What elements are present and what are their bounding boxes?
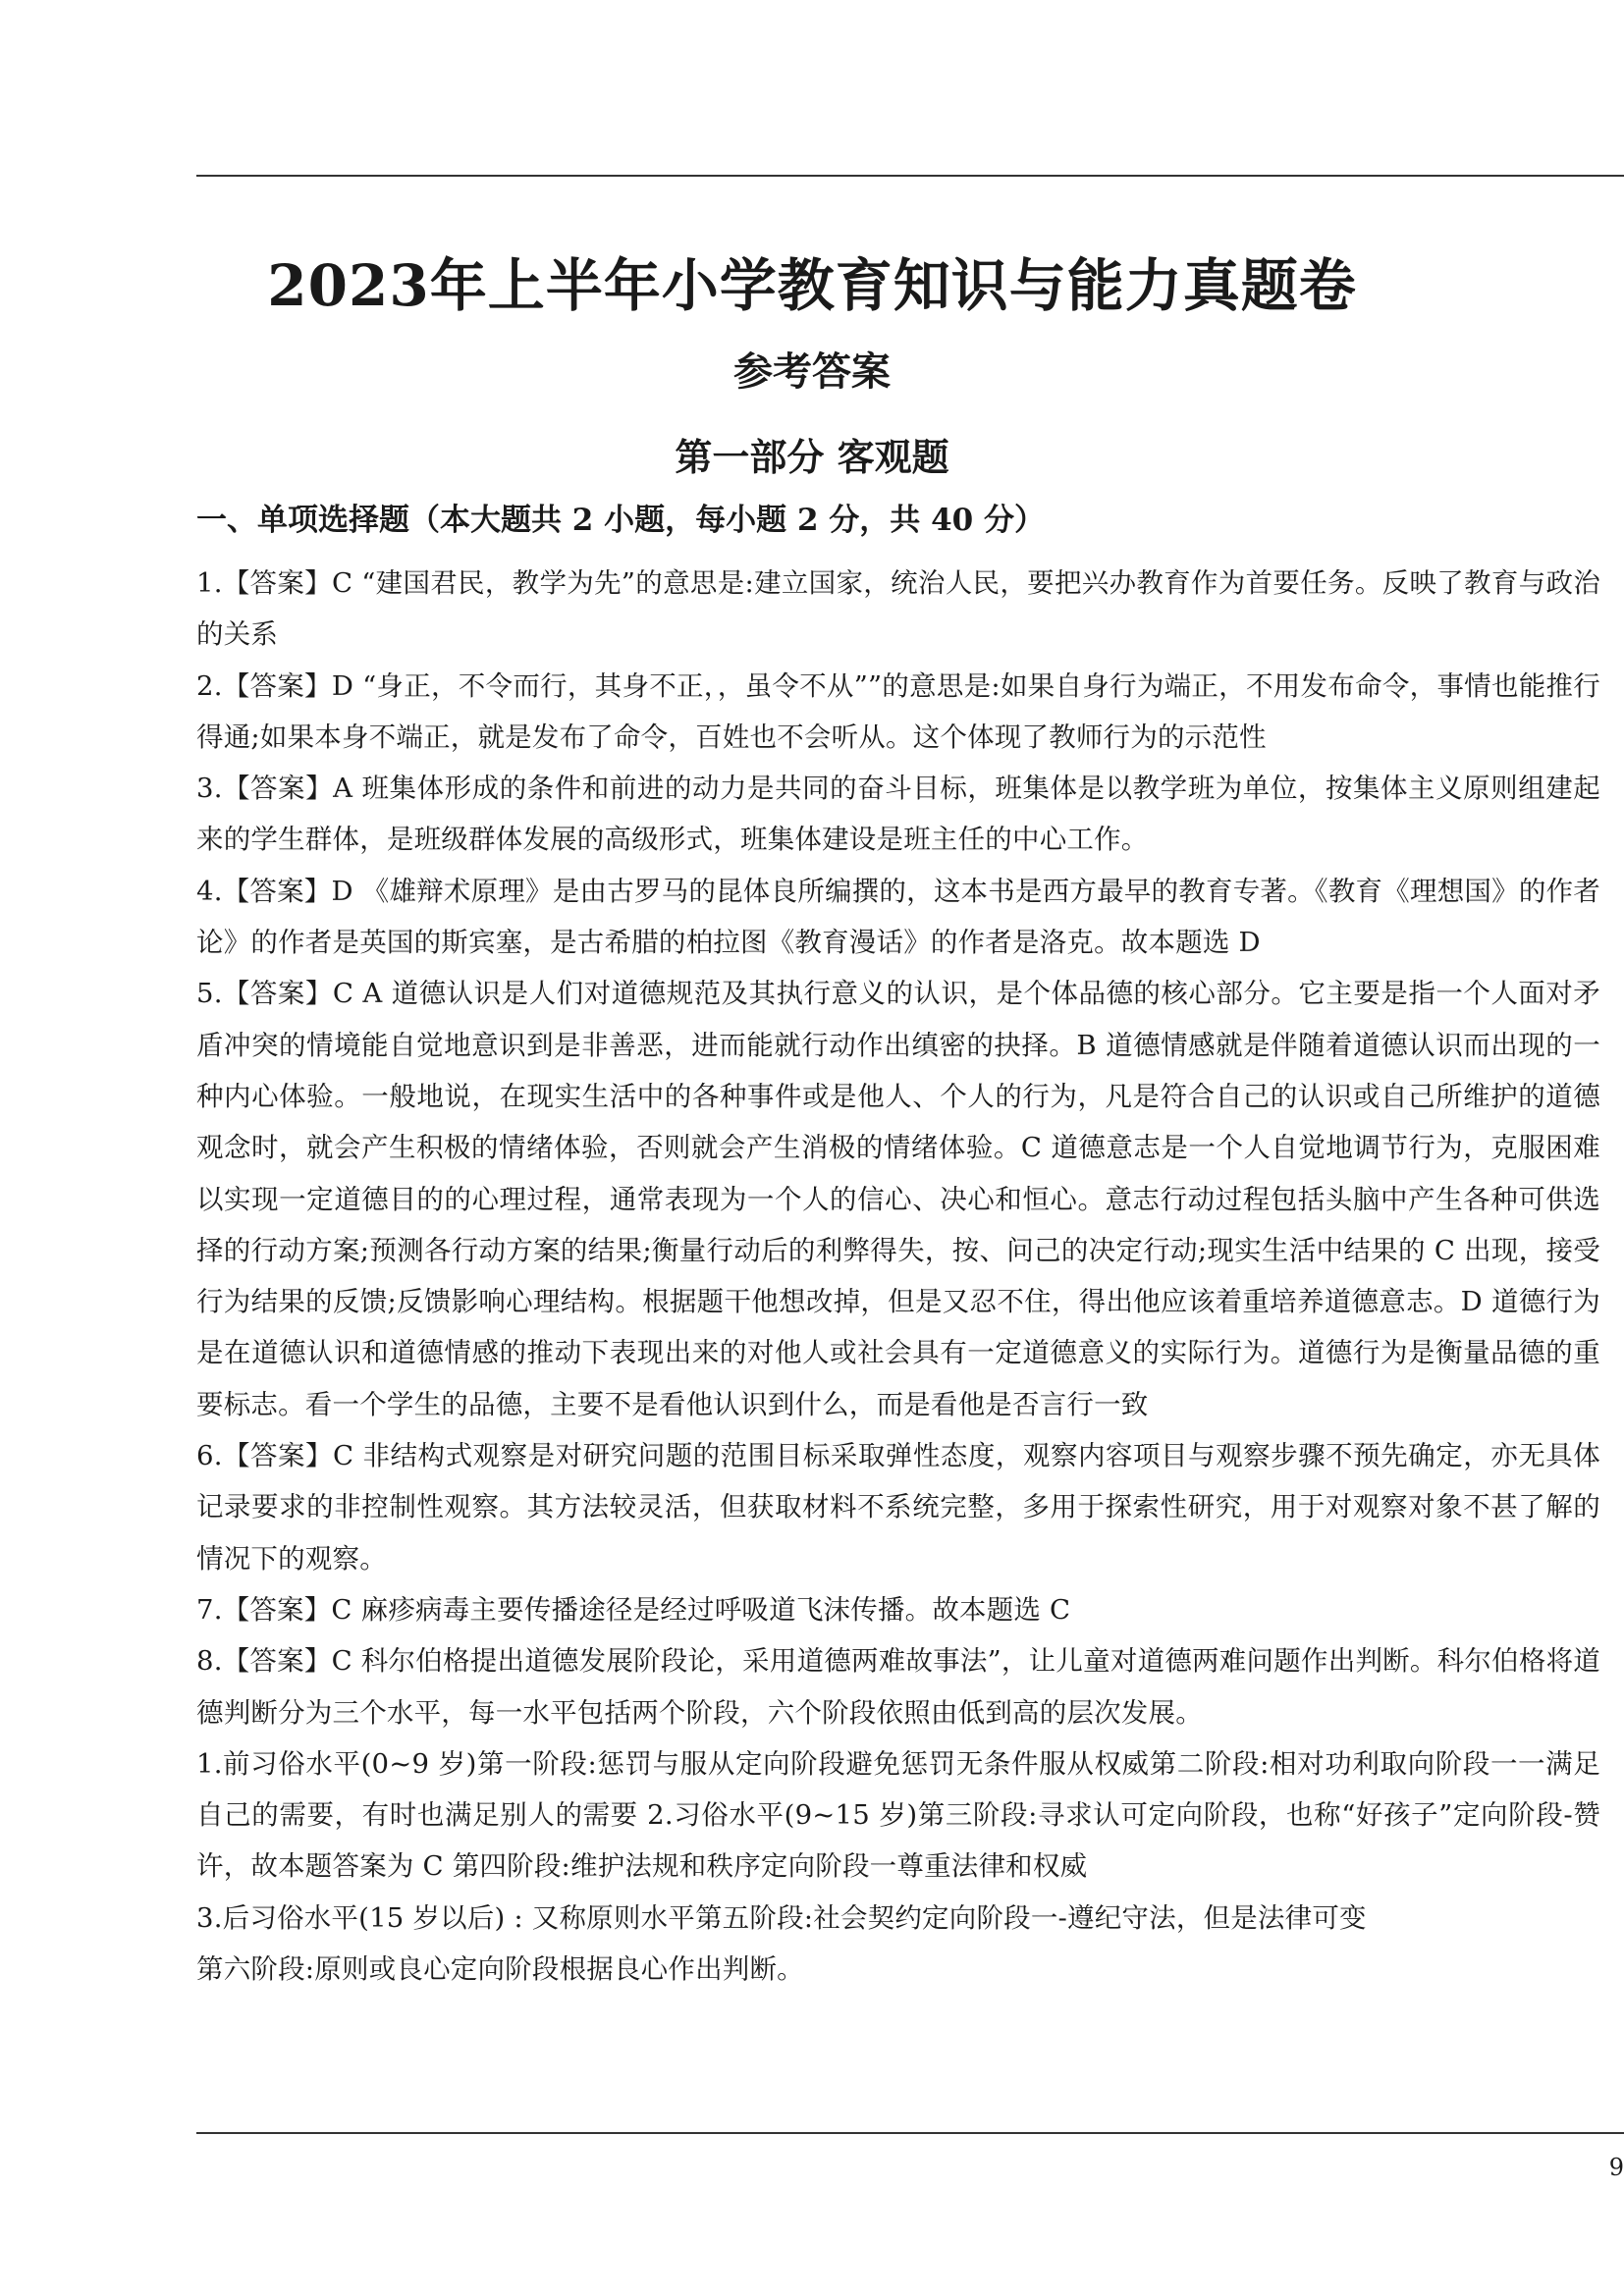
footer-rule [196, 2132, 1624, 2134]
header-rule [196, 175, 1624, 177]
answer-item-6: 6.【答案】C 非结构式观察是对研究问题的范围目标采取弹性态度，观察内容项目与观察步骤不预先确定，亦无具体记录要求的非控制性观察。其方法较灵活，但获取材料不系统完整，多用于探索性研究，用于对观察对象不甚了解的情况下的观察。 [196, 1440, 1600, 1575]
answer-item-1: 1.【答案】C “建国君民，教学为先”的意思是:建立国家，统治人民，要把兴办教育作为首要任务。反映了教育与政治的关系 [196, 567, 1600, 651]
stage-level-1-2: 1.前习俗水平(0~9 岁)第一阶段:惩罚与服从定向阶段避免惩罚无条件服从权威第二阶段:相对功利取向阶段一一满足自己的需要，有时也满足别人的需要 2.习俗水平(9~15 岁)第三阶段:寻求认可定向阶段，也称“好孩子”定向阶段-赞许，故本题答案为 C 第四阶段:维护法规和秩序定向阶段一尊重法律和权威 [196, 1747, 1600, 1883]
answer-item-7: 7.【答案】C 麻疹病毒主要传播途径是经过呼吸道飞沫传播。故本题选 C [196, 1593, 1071, 1626]
answer-item-2: 2.【答案】D “身正，不令而行，其身不正，，虽令不从””的意思是:如果自身行为端正，不用发布命令，事情也能推行得通;如果本身不端正，就是发布了命令，百姓也不会听从。这个体现了教师行为的示范性 [196, 669, 1600, 753]
stage-level-3: 3.后习俗水平(15 岁以后) : 又称原则水平第五阶段:社会契约定向阶段一-遵纪守法，但是法律可变 [196, 1901, 1367, 1934]
document-subtitle: 参考答案 [733, 348, 891, 395]
section-heading: 一、单项选择题（本大题共 2 小题，每小题 2 分，共 40 分） [196, 503, 1046, 538]
answer-item-3: 3.【答案】A 班集体形成的条件和前进的动力是共同的奋斗目标，班集体是以教学班为单位，按集体主义原则组建起来的学生群体，是班级群体发展的高级形式，班集体建设是班主任的中心工作。 [196, 773, 1600, 856]
answer-item-5: 5.【答案】C A 道德认识是人们对道德规范及其执行意义的认识，是个体品德的核心部分。它主要是指一个人面对矛盾冲突的情境能自觉地意识到是非善恶，进而能就行动作出缜密的抉择。B 道德情感就是伴随着道德认识而出现的一种内心体验。一般地说，在现实生活中的各种事件或是他人、个人的行为，凡是符合自己的认识或自己所维护的道德观念时，就会产生积极的情绪体验，否则就会产生消极的情绪体验。C 道德意志是一个人自觉地调节行为，克服困难以实现一定道德目的的心理过程，通常表现为一个人的信心、决心和恒心。意志行动过程包括头脑中产生各种可供选择的行动方案;预测各行动方案的结果;衡量行动后的利弊得失，按、问己的决定行动;现实生活中结果的 C 出现，接受行为结果的反馈;反馈影响心理结构。根据题干他想改掉，但是又忍不住，得出他应该着重培养道德意志。D 道德行为是在道德认识和道德情感的推动下表现出来的对他人或社会具有一定道德意义的实际行为。道德行为是衡量品德的重要标志。看一个学生的品德，主要不是看他认识到什么，而是看他是否言行一致 [196, 978, 1600, 1420]
answer-list [196, 558, 1600, 1995]
stage-six: 第六阶段:原则或良心定向阶段根据良心作出判断。 [196, 1953, 804, 1986]
answer-item-8: 8.【答案】C 科尔伯格提出道德发展阶段论，采用道德两难故事法”，让儿童对道德两难问题作出判断。科尔伯格将道德判断分为三个水平，每一水平包括两个阶段，六个阶段依照由低到高的层次发展。 [196, 1645, 1600, 1729]
document-title: 2023年上半年小学教育知识与能力真题卷 [267, 252, 1357, 319]
part-title: 第一部分 客观题 [675, 435, 949, 479]
page-number: 9 [1608, 2154, 1624, 2181]
answer-item-4: 4.【答案】D 《雄辩术原理》是由古罗马的昆体良所编撰的，这本书是西方最早的教育专著。《教育《理想国》的作者论》的作者是英国的斯宾塞，是古希腊的柏拉图《教育漫话》的作者是洛克。故本题选 D [196, 875, 1600, 959]
